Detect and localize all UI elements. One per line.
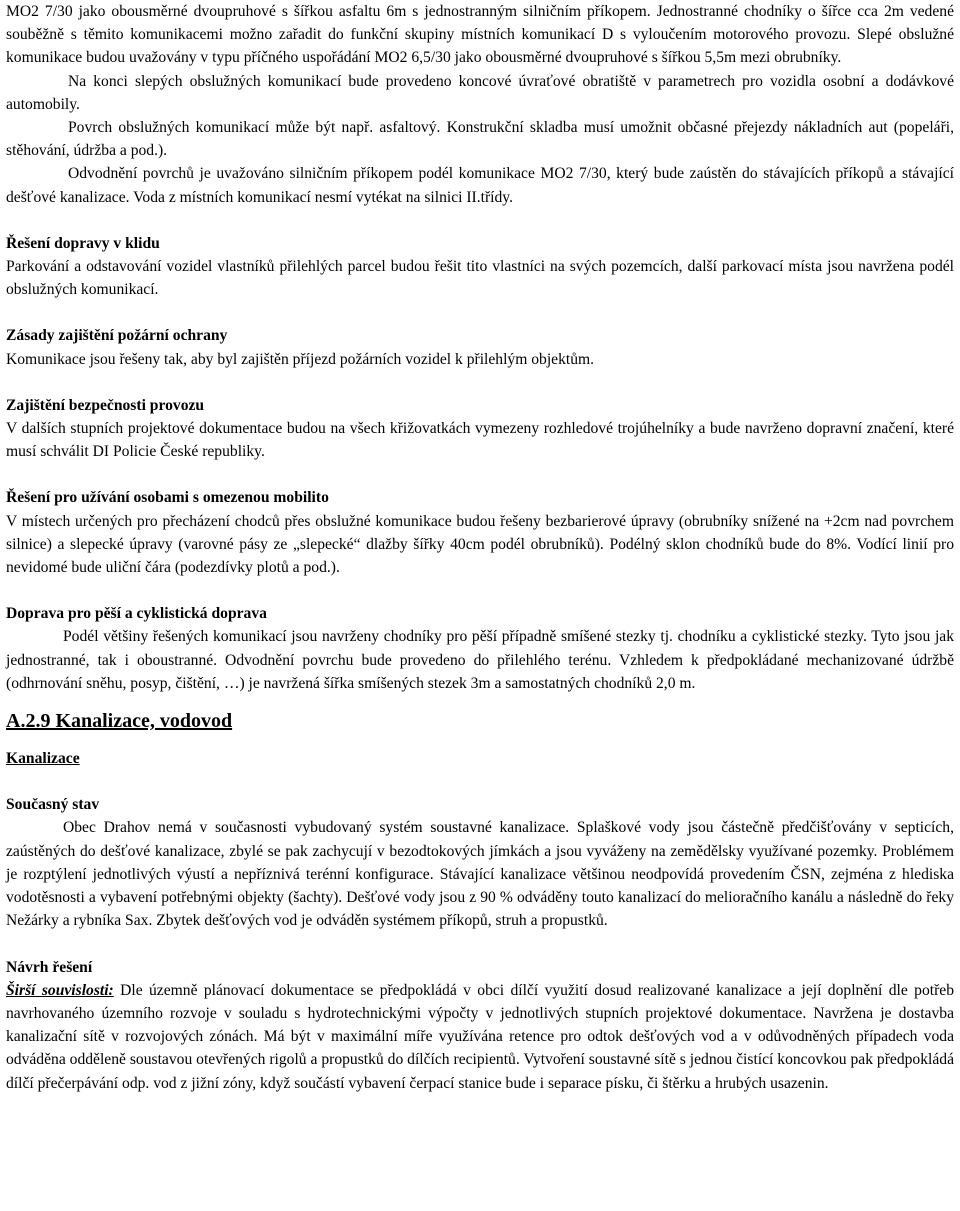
heading-reduced-mobility: Řešení pro užívání osobami s omezenou mobilito (6, 489, 329, 507)
proposal-lead: Širší souvislosti: (6, 981, 114, 999)
heading-pedestrian-cycling: Doprava pro pěší a cyklistická doprava (6, 605, 267, 623)
paragraph-current-state: Obec Drahov nemá v současnosti vybudovaný systém soustavné kanalizace. Splaškové vody jsou částečně předčišťovány v septicích, zaústěných do dešťové kanalizace, zbylé se pak zachycují v bezodtokových jímkách a jsou vyváženy na zemědělsky využívané pozemky. Problémem je rozptýlení jednotlivých výustí a nepříznivá terénní konfigurace. Stávající kanalizace většinou neodpovídá provedením ČSN, zejména z hlediska vodotěsnosti a vybavení potřebnými objekty (šachty). Dešťové vody jsou z 90 % odváděny touto kanalizací do melioračního kanálu a následně do řeky Nežárky a rybníka Sax. Zbytek dešťových vod je odváděn systémem příkopů, struh a propustků. (6, 819, 954, 930)
heading-fire-protection: Zásady zajištění požární ochrany (6, 327, 228, 345)
paragraph-pedestrian-cycling: Podél většiny řešených komunikací jsou navrženy chodníky pro pěší případně smíšené stezky tj. chodníku a cyklistické stezky. Tyto jsou jak jednostranné, tak i oboustranné. Odvodnění povrchu bude provedeno do přilehlého terénu. Vzhledem k předpokládané mechanizované údržbě (odhrnování sněhu, posyp, čištění, …) je navržená šířka smíšených stezek 3m a samostatných chodníků 2,0 m. (6, 628, 954, 692)
heading-traffic-safety: Zajištění bezpečnosti provozu (6, 396, 205, 414)
paragraph-parking: Parkování a odstavování vozidel vlastníků přilehlých parcel budou řešit tito vlastníci na svých pozemcích, další parkovací místa jsou navržena podél obslužných komunikací. (6, 258, 954, 299)
proposal-text: Dle územně plánovací dokumentace se předpokládá v obci dílčí využití dosud realizované kanalizace a její doplnění dle potřeb navrhovaného územního rozvoje v souladu s hydrotechnickými výpočty v jednotlivých stupních projektové dokumentace. Navržena je dostavba kanalizační sítě v rozvojových zónách. Má být v maximální míře využívána retence pro odtok dešťových vod a v odůvodněných případech voda odváděna odděleně soustavou otevřených rigolů a propustků do dílčích recipientů. Vytvoření soustavné sítě s jednou čistící koncovkou pak předpokládá dílčí přečerpávání odp. vod z jižní zóny, když součástí vybavení čerpací stanice bude i separace písku, či štěrku a hrubých usazenin. (6, 981, 954, 1092)
chapter-heading: A.2.9 Kanalizace, vodovod (6, 710, 233, 733)
paragraph-traffic-safety: V dalších stupních projektové dokumentace budou na všech křižovatkách vymezeny rozhledové trojúhelníky a bude navrženo dopravní značení, které musí schválit DI Policie České republiky. (6, 420, 954, 461)
heading-proposal: Návrh řešení (6, 958, 93, 976)
subchapter-heading: Kanalizace (6, 750, 80, 768)
paragraph-turnaround: Na konci slepých obslužných komunikací bude provedeno koncové úvraťové obratiště v parametrech pro vozidla osobní a dodávkové automobily. (6, 72, 954, 113)
paragraph-drainage: Odvodnění povrchů je uvažováno silničním příkopem podél komunikace MO2 7/30, který bude zaústěn do stávajících příkopů a stávající dešťové kanalizace. Voda z místních komunikací nesmí vytékat na silnici II.třídy. (6, 165, 954, 206)
paragraph-fire-protection: Komunikace jsou řešeny tak, aby byl zajištěn příjezd požárních vozidel k přilehlým objektům. (6, 350, 595, 368)
paragraph-road-types: MO2 7/30 jako obousměrné dvoupruhové s šířkou asfaltu 6m s jednostranným silničním příkopem. Jednostranné chodníky o šířce cca 2m vedené souběžně s těmito komunikacemi možno zařadit do funkční skupiny místních komunikací D s vyloučením motorového provozu. Slepé obslužné komunikace budou uvažovány v typu příčného uspořádání MO2 6,5/30 jako obousměrné dvoupruhové s šířkou 5,5m mezi obrubníky. (6, 3, 954, 67)
paragraph-surface: Povrch obslužných komunikací může být např. asfaltový. Konstrukční skladba musí umožnit občasné přejezdy nákladních aut (popeláři, stěhování, údržba a pod.). (6, 119, 954, 160)
heading-current-state: Současný stav (6, 796, 100, 814)
paragraph-proposal (6, 979, 954, 1095)
paragraph-reduced-mobility: V místech určených pro přecházení chodců přes obslužné komunikace budou řešeny bezbarierové úpravy (obrubníky snížené na +2cm nad povrchem silnice) a slepecké úpravy (varovné pásy ze „slepecké“ dlažby šířky 40cm podél obrubníků). Podélný sklon chodníků bude do 8%. Vodící linií pro nevidomé bude uliční čára (podezdívky plotů a pod.). (6, 512, 954, 577)
heading-parking: Řešení dopravy v klidu (6, 234, 160, 252)
